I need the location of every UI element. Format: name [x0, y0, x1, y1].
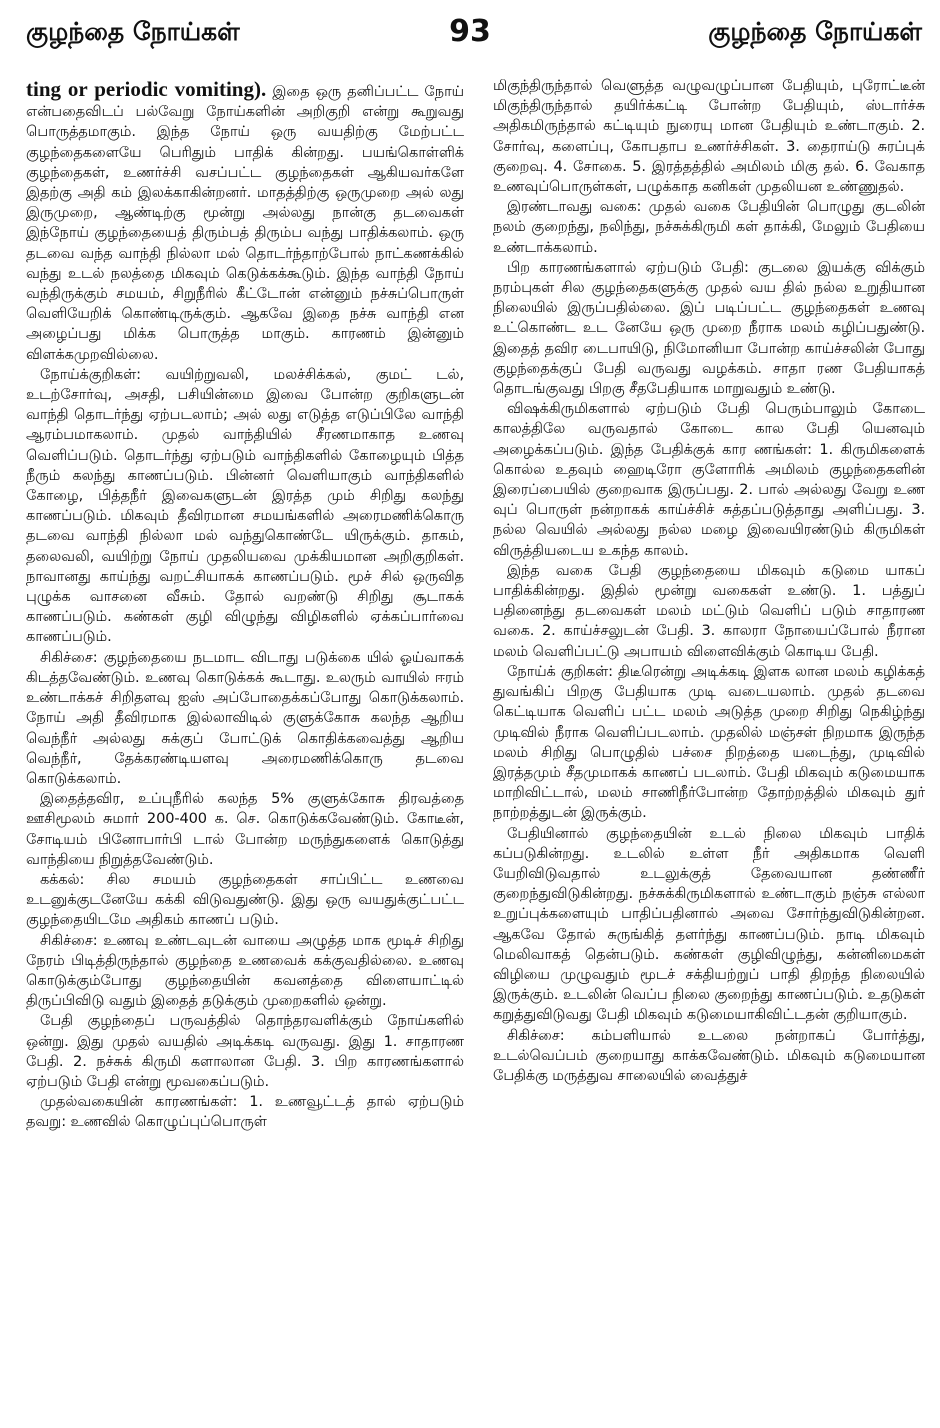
paragraph [26, 76, 464, 365]
paragraph: பேதியினால் குழந்தையின் உடல் நிலை மிகவும் பாதிக் கப்படுகின்றது. உடலில் உள்ள நீர் அதிகமாக வெளி யேறிவிடுவதால் உடலுக்குத் தேவையான தண்ணீர் குறைந்துவிடுகின்றது. நச்சுக்கிருமிகளால் உண்டாகும் நஞ்சு எல்லா உறுப்புக்களையும் பாதிப்பதினால் அவை சோர்ந்துவிடுகின்றன. ஆகவே தோல் சுருங்கித் தளர்ந்து காணப்படும். நாடி மிகவும் மெலிவாகத் தென்படும். கண்கள் குழிவிழுந்து, கன்னிமைகள் விழியை முழுவதும் மூடச் சக்தியற்றுப் பாதி திறந்த நிலையில் இருக்கும். உடலின் வெப்ப நிலை குறைந்து காணப்படும். உதடுகள் கறுத்துவிடுவது பேதி மிகவும் கடுமையாகிவிட்டதன் குறியாகும். [493, 824, 925, 1024]
page-number: 93 [449, 14, 491, 49]
paragraph: இரண்டாவது வகை: முதல் வகை பேதியின் பொழுது குடலின் நலம் குறைந்து, நலிந்து, நச்சுக்கிருமி கள் தாக்கி, மேலும் பேதியை உண்டாக்கலாம். [493, 198, 925, 256]
paragraph: விஷக்கிருமிகளால் ஏற்படும் பேதி பெரும்பாலும் கோடை காலத்திலே வருவதால் கோடை கால பேதி யெனவும் அழைக்கப்படும். இந்த பேதிக்குக் கார ணங்கள்: 1. கிருமிகளைக் கொல்ல உதவும் ஹைடிரோ குளோரிக் அமிலம் குழந்தைகளின் இரைப்பையில் குறைவாக இருப்பது. 2. பால் அல்லது வேறு உண வுப் பொருள் நன்றாகக் காய்ச்சிச் சுத்தப்படுத்தாது அளிப்பது. 3. நல்ல வெயில் அல்லது நல்ல மழை இவையிரண்டும் கிருமிகள் விருத்தியடைய உகந்த காலம். [493, 400, 925, 559]
paragraph: கக்கல்: சில சமயம் குழந்தைகள் சாப்பிட்ட உணவை உடனுக்குடனேயே கக்கி விடுவதுண்டு. இது ஒரு வயதுக்குட்பட்ட குழந்தையிடமே அதிகம் காணப் படும். [26, 870, 464, 929]
paragraph: சிகிச்சை: குழந்தையை நடமாட விடாது படுக்கை யில் ஓய்வாகக் கிடத்தவேண்டும். உணவு கொடுக்கக் கூடாது. உலரும் வாயில் ஈரம் உண்டாக்கச் சிறிதளவு ஐஸ் அப்போதைக்கப்போது கொடுக்கலாம். நோய் அதி தீவிரமாக இல்லாவிடில் குளுக்கோசு கலந்த ஆறிய வெந்நீர் அல்லது சுக்குப் போட்டுக் கொதிக்கவைத்து ஆறிய வெந்நீர், தேக்கரண்டியளவு அரைமணிக்கொரு தடவை கொடுக்கலாம். [26, 648, 464, 787]
running-head-left: குழந்தை நோய்கள் [26, 17, 240, 46]
paragraph: இதைத்தவிர, உப்புநீரில் கலந்த 5% குளுக்கோசு திரவத்தை ஊசிமூலம் சுமார் 200-400 க. செ. கொடுக்கவேண்டும். கோடீன், சோடியம் பினோபார்பி டால் போன்ற மருந்துகளைக் கொடுத்து வாந்தியை நிறுத்தவேண்டும். [26, 790, 464, 868]
right-column [493, 76, 925, 1402]
paragraph: முதல்வகையின் காரணங்கள்: 1. உணவூட்டத் தால் ஏற்படும் தவறு: உணவில் கொழுப்புப்பொருள் [26, 1093, 464, 1131]
running-head-right: குழந்தை நோய்கள் [708, 17, 922, 46]
paragraph: நோய்க் குறிகள்: திடீரென்று அடிக்கடி இளக லான மலம் கழிக்கத் துவங்கிப் பிறகு பேதியாக முடி வடையலாம். முதல் தடவை கெட்டியாக வெளிப் பட்ட மலம் அடுத்த முறை சிறிது நெகிழ்ந்து முடிவில் நீராக வெளிப்படலாம். முதலில் மஞ்சள் நிறமாக இருந்த மலம் சிறிது பொழுதில் பச்சை நிறத்தை யடைந்து, முடிவில் இரத்தமும் சீதமுமாகக் காணப் படலாம். பேதி மிகவும் கடுமையாக மாறிவிட்டால், மலம் சாணிநீர்போன்ற தோற்றத்தில் மிகவும் துர் நாற்றத்துடன் இருக்கும். [493, 662, 925, 822]
left-column [26, 76, 464, 1402]
paragraph: சிகிச்சை: கம்பளியால் உடலை நன்றாகப் போர்த்து, உடல்வெப்பம் குறையாது காக்கவேண்டும். மிகவும் கடுமையான பேதிக்கு மருத்துவ சாலையில் வைத்துச் [493, 1026, 925, 1084]
paragraph: இந்த வகை பேதி குழந்தையை மிகவும் கடுமை யாகப் பாதிக்கின்றது. இதில் மூன்று வகைகள் உண்டு. 1. பத்துப் பதினைந்து தடவைகள் மலம் மட்டும் வெளிப் படும் சாதாரண வகை. 2. காய்ச்சலுடன் பேதி. 3. காலரா நோயைப்போல் நீரான மலம் வெளிப்பட்டு அபாயம் விளைவிக்கும் கொடிய பேதி. [493, 561, 925, 660]
paragraph: பிற காரணங்களால் ஏற்படும் பேதி: குடலை இயக்கு விக்கும் நரம்புகள் சில குழந்தைகளுக்கு முதல் வய தில் நல்ல உறுதியான நிலையில் இருப்பதில்லை. இப் படிப்பட்ட குழந்தைகள் உணவு உட்கொண்ட உட னேயே ஒரு முறை நீராக மலம் கழிப்பதுண்டு. இதைத் தவிர டைபாயிடு, நிமோனியா போன்ற காய்ச்சலின் போது குழந்தைக்குப் பேதி வருவது வழக்கம். சாதா ரண பேதியாகத் தொடங்குவது பிறகு சீதபேதியாக மாறுவதும் உண்டு. [493, 258, 925, 398]
paragraph: பேதி குழந்தைப் பருவத்தில் தொந்தரவளிக்கும் நோய்களில் ஒன்று. இது முதல் வயதில் அடிக்கடி வருவது. இது 1. சாதாரண பேதி. 2. நச்சுக் கிருமி களாலான பேதி. 3. பிற காரணங்களால் ஏற்படும் பேதி என்று மூவகைப்படும். [26, 1012, 464, 1090]
paragraph: மிகுந்திருந்தால் வெளுத்த வழுவழுப்பான பேதியும், புரோட்டீன் மிகுந்திருந்தால் தயிர்க்கட்டி போன்ற பேதியும், ஸ்டார்ச்சு அதிகமிருந்தால் கட்டியும் நுரையு மான பேதியும் உண்டாகும். 2. சோர்வு, களைப்பு, கோபதாப உணர்ச்சிகள். 3. தைராய்டு சுரப்புக் குறைவு. 4. சோகை. 5. இரத்தத்தில் அமிலம் மிகு தல். 6. வேகாத உணவுப்பொருள்கள், பழுக்காத கனிகள் முதலியன உண்ணுதல். [493, 77, 925, 196]
paragraph-text: இதை ஒரு தனிப்பட்ட நோய் என்பதைவிடப் பல்வேறு நோய்களின் அறிகுறி என்று கூறுவது பொருத்தமாகும். இந்த நோய் ஒரு வயதிற்கு மேற்பட்ட குழந்தைகளையே பெரிதும் பாதிக் கின்றது. பயங்கொள்ளிக் குழந்தைகள், உணர்ச்சி வசப்பட்ட குழந்தைகள் ஆகியவர்களே இதற்கு அதி கம் இலக்காகின்றனர். மாதத்திற்கு ஒருமுறை அல் லது இருமுறை, ஆண்டிற்கு மூன்று அல்லது நான்கு தடவைகள் இந்நோய் குழந்தையைத் திரும்பத் திரும்ப வந்து பாதிக்கலாம். ஒரு தடவை வந்த வாந்தி நில்லா மல் தொடர்ந்தாற்போல் நாட்கணக்கில் வந்து உடல் நலத்தை மிகவும் கெடுக்கக்கூடும். இந்த வாந்தி நோய் வந்திருக்கும் சமயம், சிறுநீரில் கீட்டோன் என்னும் நச்சுப்பொருள் வெளியேறிக் கொண்டிருக்கும். ஆகவே இதை நச்சு வாந்தி என அழைப்பது மிக்க பொருத்த மாகும். காரணம் இன்னும் விளக்கமுறவில்லை. [26, 83, 464, 363]
english-term: ting or periodic vomiting). [26, 77, 267, 101]
paragraph: நோய்க்குறிகள்: வயிற்றுவலி, மலச்சிக்கல், குமட் டல், உடற்சோர்வு, அசதி, பசியின்மை இவை போன்ற குறிகளுடன் வாந்தி தொடர்ந்து ஏற்படலாம்; அல் லது எடுத்த எடுப்பிலே வாந்தி ஆரம்பமாகலாம். முதல் வாந்தியில் சீரணமாகாத உணவு வெளிப்படும். தொடர்ந்து ஏற்படும் வாந்திகளில் கோழையும் பித்த நீரும் கலந்து காணப்படும். பின்னர் வெளியாகும் வாந்திகளில் கோழை, பித்தநீர் இவைகளுடன் இரத்த மும் சிறிது கலந்து காணப்படும். மிகவும் தீவிரமான சமயங்களில் அரைமணிக்கொரு தடவை வாந்தி நில்லா மல் வந்துகொண்டே யிருக்கும். தாகம், தலைவலி, வயிற்று நோய் முதலியவை முக்கியமான அறிகுறிகள். நாவானது காய்ந்து வறட்சியாகக் காணப்படும். மூச் சில் ஒருவித புழுக்க வாசனை வீசும். தோல் வறண்டு சிறிது சூடாகக் காணப்படும். கண்கள் குழி விழுந்து விழிகளில் ஏக்கப்பார்வை காணப்படும். [26, 365, 464, 646]
paragraph: சிகிச்சை: உணவு உண்டவுடன் வாயை அழுத்த மாக மூடிச் சிறிது நேரம் பிடித்திருந்தால் குழந்தை உணவைக் கக்குவதில்லை. உணவு கொடுக்கும்போது குழந்தையின் கவனத்தை விளையாட்டில் திருப்பிவிடு வதும் இதைத் தடுக்கும் முறைகளில் ஒன்று. [26, 931, 464, 1010]
